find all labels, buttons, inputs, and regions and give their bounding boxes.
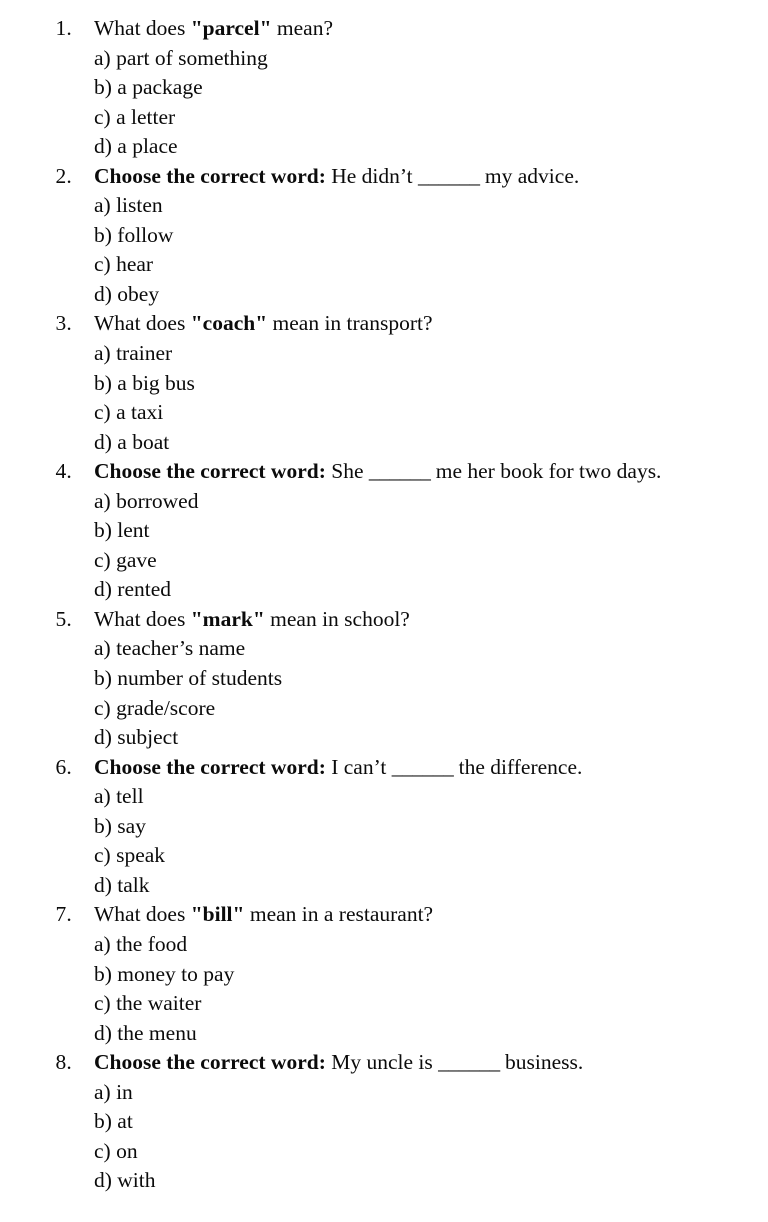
prompt-before-term: What does xyxy=(94,606,191,631)
option-item[interactable]: d) obey xyxy=(94,281,160,306)
vocabulary-term: "coach" xyxy=(190,311,268,336)
question-lead-label: Choose the correct word: xyxy=(94,1050,326,1075)
option-item[interactable]: c) a taxi xyxy=(94,400,164,425)
question-number: 7. xyxy=(55,902,72,927)
option-item[interactable]: c) grade/score xyxy=(94,695,216,720)
question-prompt xyxy=(94,753,768,783)
question-item xyxy=(0,753,768,901)
question-prompt xyxy=(94,162,768,192)
answer-blank[interactable]: ______ xyxy=(391,754,454,779)
option-item[interactable]: b) follow xyxy=(94,222,174,247)
option-item[interactable]: a) teacher’s name xyxy=(94,636,246,661)
option-list xyxy=(94,339,768,457)
option-item[interactable]: a) part of something xyxy=(94,45,268,70)
option-item[interactable]: b) say xyxy=(94,813,146,838)
sentence-after-blank: business. xyxy=(499,1050,584,1075)
question-lead-label: Choose the correct word: xyxy=(94,459,326,484)
question-item xyxy=(0,309,768,457)
option-item[interactable]: a) borrowed xyxy=(94,488,199,513)
question-prompt xyxy=(94,14,768,44)
option-item[interactable]: d) rented xyxy=(94,577,172,602)
question-prompt xyxy=(94,1048,768,1078)
vocabulary-term: "bill" xyxy=(190,902,245,927)
option-item[interactable]: c) a letter xyxy=(94,104,176,129)
question-number: 5. xyxy=(55,606,72,631)
option-item[interactable]: c) speak xyxy=(94,843,166,868)
question-item xyxy=(0,457,768,605)
question-prompt xyxy=(94,457,768,487)
option-list xyxy=(94,782,768,900)
option-item[interactable]: d) subject xyxy=(94,725,179,750)
option-list xyxy=(94,487,768,605)
sentence-before-blank: My uncle is xyxy=(325,1050,439,1075)
option-item[interactable]: c) hear xyxy=(94,252,154,277)
option-item[interactable]: b) a package xyxy=(94,75,203,100)
question-item xyxy=(0,605,768,753)
question-item xyxy=(0,162,768,310)
option-item[interactable]: d) with xyxy=(94,1168,156,1193)
option-list xyxy=(94,44,768,162)
option-item[interactable]: a) trainer xyxy=(94,341,173,366)
option-item[interactable]: c) on xyxy=(94,1138,138,1163)
question-lead-label: Choose the correct word: xyxy=(94,163,326,188)
question-prompt xyxy=(94,309,768,339)
sentence-before-blank: He didn’t xyxy=(325,163,419,188)
sentence-before-blank: I can’t xyxy=(325,754,392,779)
option-item[interactable]: d) talk xyxy=(94,872,150,897)
question-number: 4. xyxy=(55,459,72,484)
prompt-after-term: mean in school? xyxy=(264,606,410,631)
sentence-after-blank: me her book for two days. xyxy=(430,459,662,484)
question-number: 1. xyxy=(55,16,72,40)
question-number: 3. xyxy=(55,311,72,336)
option-item[interactable]: c) the waiter xyxy=(94,991,202,1016)
vocabulary-term: "parcel" xyxy=(190,16,272,40)
answer-blank[interactable]: ______ xyxy=(438,1050,500,1075)
prompt-after-term: mean in a restaurant? xyxy=(244,902,434,927)
option-list xyxy=(94,191,768,309)
question-prompt xyxy=(94,605,768,635)
option-item[interactable]: b) at xyxy=(94,1109,133,1134)
prompt-before-term: What does xyxy=(94,311,191,336)
answer-blank[interactable]: ______ xyxy=(368,459,431,484)
option-item[interactable]: a) listen xyxy=(94,193,163,218)
option-item[interactable]: b) number of students xyxy=(94,666,283,691)
option-item[interactable]: c) gave xyxy=(94,547,157,572)
option-item[interactable]: b) lent xyxy=(94,518,150,543)
question-item xyxy=(0,1048,768,1196)
question-number: 2. xyxy=(55,163,72,188)
option-item[interactable]: a) in xyxy=(94,1079,133,1104)
option-item[interactable]: b) money to pay xyxy=(94,961,235,986)
answer-blank[interactable]: ______ xyxy=(418,163,480,188)
sentence-after-blank: the difference. xyxy=(453,754,583,779)
question-number: 8. xyxy=(55,1050,72,1075)
prompt-before-term: What does xyxy=(94,16,191,40)
prompt-after-term: mean? xyxy=(271,16,333,40)
prompt-after-term: mean in transport? xyxy=(267,311,433,336)
option-item[interactable]: a) the food xyxy=(94,931,188,956)
option-list xyxy=(94,930,768,1048)
question-number: 6. xyxy=(55,754,72,779)
option-item[interactable]: b) a big bus xyxy=(94,370,195,395)
option-item[interactable]: d) a boat xyxy=(94,429,170,454)
vocabulary-term: "mark" xyxy=(190,606,265,631)
question-prompt xyxy=(94,900,768,930)
sentence-after-blank: my advice. xyxy=(479,163,580,188)
sentence-before-blank: She xyxy=(325,459,369,484)
question-lead-label: Choose the correct word: xyxy=(94,754,326,779)
question-list xyxy=(0,14,768,1196)
question-item xyxy=(0,14,768,162)
option-item[interactable]: d) a place xyxy=(94,134,178,159)
question-item xyxy=(0,900,768,1048)
option-list xyxy=(94,634,768,752)
option-item[interactable]: d) the menu xyxy=(94,1020,197,1045)
option-list xyxy=(94,1078,768,1196)
prompt-before-term: What does xyxy=(94,902,191,927)
option-item[interactable]: a) tell xyxy=(94,784,144,809)
